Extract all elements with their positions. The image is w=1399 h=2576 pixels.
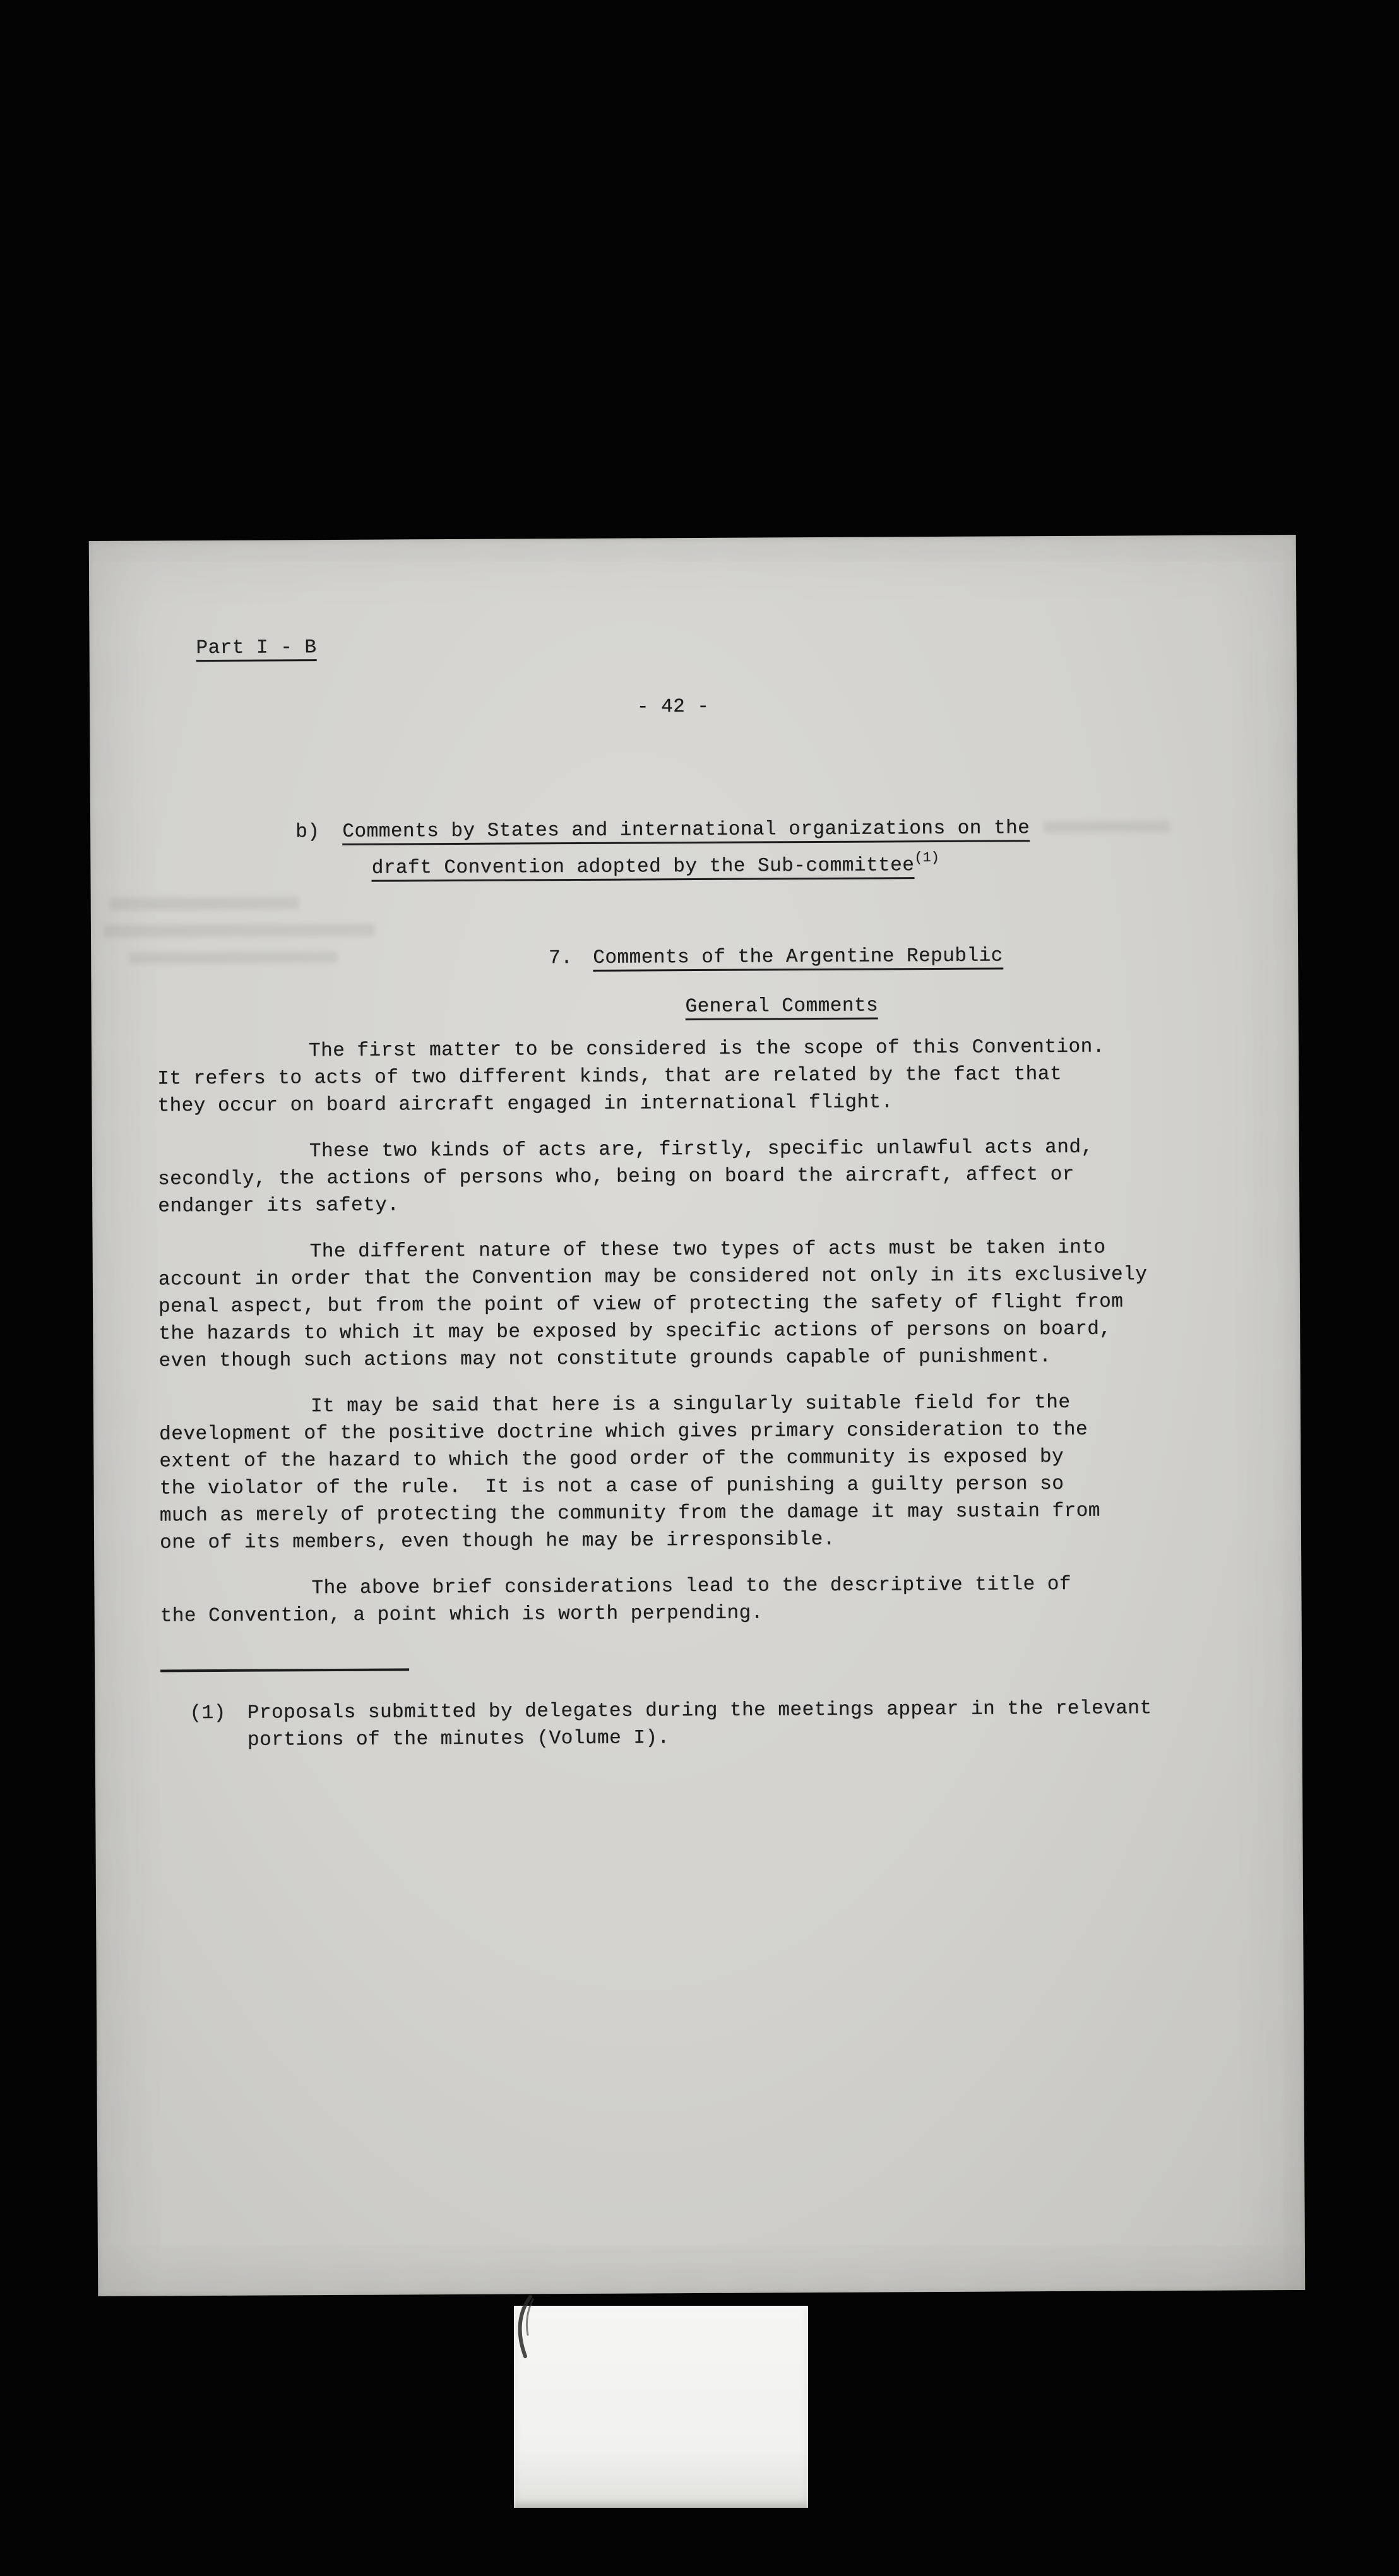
section-subheading: General Comments [588,965,878,1047]
scanned-page [89,535,1306,2296]
paragraph-1 [157,1033,1231,1120]
text-line: The different nature of these two types of acts must be taken into [309,1236,1106,1263]
text-line: extent of the hazard to which the good order of the community is exposed by [159,1445,1064,1473]
heading-b-line1: Comments by States and international organizations on the [342,814,1030,847]
section-title: Comments of the Argentine Republic [593,945,1003,971]
heading-b-prefix: b) [295,821,320,844]
text-line: development of the positive doctrine which gives primary consideration to the [159,1418,1088,1446]
text-line: These two kinds of acts are, firstly, specific unlawful acts and, [309,1136,1093,1163]
text-line: penal aspect, but from the point of view of protecting the safety of flight from [158,1291,1124,1318]
text-line: the violator of the rule. It is not a case of punishing a guilty person so [159,1472,1064,1500]
attached-card [514,2306,808,2508]
footnote-reference: (1) [914,849,939,866]
body-text [157,1033,1234,1649]
footnote [189,1695,1152,1754]
text-line: endanger its safety. [158,1194,400,1218]
text-line: one of its members, even though he may be irresponsible. [159,1528,835,1554]
text-line: Proposals submitted by delegates during the meetings appear in the relevant [247,1697,1152,1724]
paragraph-4 [159,1388,1233,1557]
part-label [99,607,317,689]
part-label-text: Part I - B [196,636,316,662]
heading-b-line2: draft Convention adopted by the Sub-committee$^{(1)}$ [342,843,1030,883]
text-line: the Convention, a point which is worth perpending. [160,1602,763,1628]
ink-bleed-mark [129,951,337,964]
page-content [89,535,1306,2296]
pen-mark [511,2293,556,2375]
paragraph-3 [158,1234,1232,1375]
ink-bleed-mark [1044,821,1170,833]
ink-bleed-mark [110,897,299,910]
heading-b [295,814,1030,883]
heading-b-lines [342,814,1030,883]
paragraph-5 [160,1570,1233,1630]
text-line: The first matter to be considered is the scope of this Convention. [308,1035,1105,1063]
text-line: secondly, the actions of persons who, being on board the aircraft, affect or [157,1163,1075,1191]
text-line: portions of the minutes (Volume I). [247,1727,670,1751]
text-line: It may be said that here is a singularly suitable field for the [310,1391,1071,1418]
text-line: It refers to acts of two different kinds, that are related by the fact that [157,1063,1063,1090]
text-line: the hazards to which it may be exposed by specific actions of persons on board, [158,1318,1112,1345]
section-number: 7. [548,947,573,970]
text-line: much as merely of protecting the community from the damage it may sustain from [159,1500,1100,1527]
footnote-lines [247,1695,1152,1754]
text-line: even though such actions may not constitute grounds capable of punishment. [158,1345,1052,1373]
ink-bleed-mark [104,924,375,938]
text-line: they occur on board aircraft engaged in international flight. [157,1091,893,1118]
text-line: The above brief considerations lead to the descriptive title of [311,1573,1071,1600]
text-line: account in order that the Convention may be considered not only in its exclusively [158,1263,1148,1291]
paragraph-2 [158,1133,1232,1220]
footnote-separator [160,1668,409,1672]
footnote-marker: (1) [189,1702,226,1725]
page-number: - 42 - [636,695,710,719]
